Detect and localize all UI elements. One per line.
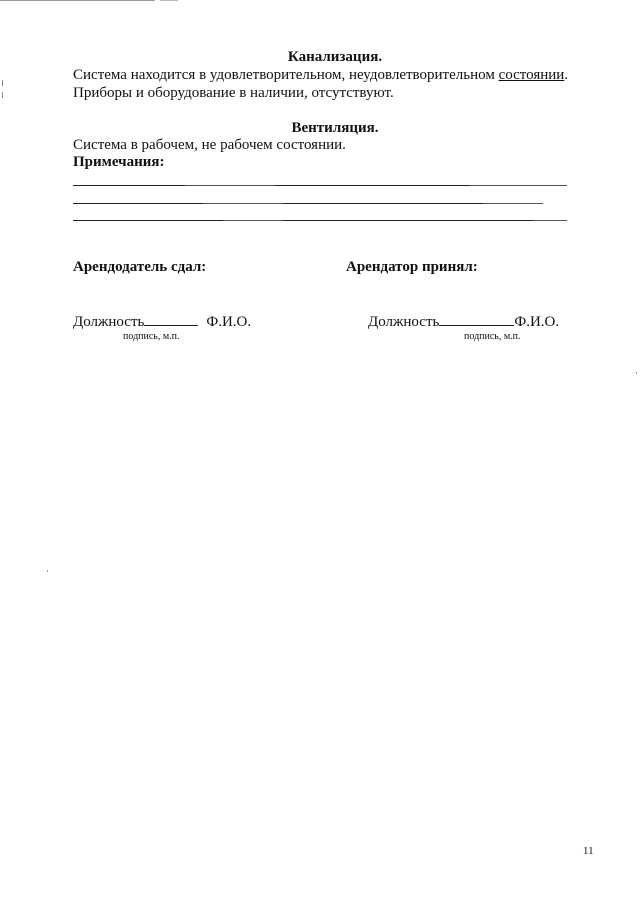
- notes-rule: [283, 220, 533, 221]
- sewerage-line-1-end: .: [564, 67, 569, 83]
- ventilation-title: Вентиляция.: [291, 120, 379, 136]
- page-number: 11: [583, 845, 594, 857]
- notes-rule: [203, 203, 283, 204]
- tenant-signature-blank: [439, 311, 514, 326]
- landlord-fio-label: Ф.И.О.: [206, 314, 252, 330]
- scan-artifact: [2, 92, 3, 98]
- notes-rule: [185, 185, 275, 186]
- notes-rule: [483, 203, 543, 204]
- notes-rule: [223, 220, 283, 221]
- sewerage-line-2: Приборы и оборудование в наличии, отсутствуют.: [73, 85, 394, 101]
- sewerage-title: Канализация.: [287, 49, 383, 65]
- scan-artifact: [47, 570, 48, 572]
- landlord-signature-line: [73, 311, 251, 331]
- notes-rule: [73, 220, 223, 221]
- notes-title: Примечания:: [73, 154, 165, 170]
- sewerage-line-1-underlined: состоянии: [498, 67, 565, 83]
- notes-rule: [73, 185, 185, 186]
- tenant-signature-line: [368, 311, 559, 331]
- scan-artifact: [0, 0, 155, 1]
- scan-artifact: [2, 80, 3, 86]
- tenant-signature-caption: подпись, м.п.: [464, 331, 521, 342]
- scan-artifact: [160, 0, 178, 1]
- notes-rule: [533, 220, 567, 221]
- landlord-position-label: Должность: [73, 314, 145, 330]
- notes-rule: [470, 185, 567, 186]
- landlord-title: Арендодатель сдал:: [73, 259, 207, 275]
- notes-rule: [73, 203, 203, 204]
- ventilation-line-1: Система в рабочем, не рабочем состоянии.: [73, 137, 346, 153]
- notes-rule: [275, 185, 470, 186]
- landlord-signature-caption: подпись, м.п.: [123, 331, 180, 342]
- notes-rule: [283, 203, 483, 204]
- sewerage-line-1-text: Система находится в удовлетворительном, неудовлетворительном: [73, 67, 499, 83]
- scan-artifact: [636, 372, 637, 374]
- tenant-position-label: Должность: [368, 314, 440, 330]
- sewerage-line-1: [73, 66, 568, 84]
- landlord-signature-blank: [144, 311, 198, 326]
- tenant-title: Арендатор принял:: [346, 259, 478, 275]
- tenant-fio-label: Ф.И.О.: [514, 314, 560, 330]
